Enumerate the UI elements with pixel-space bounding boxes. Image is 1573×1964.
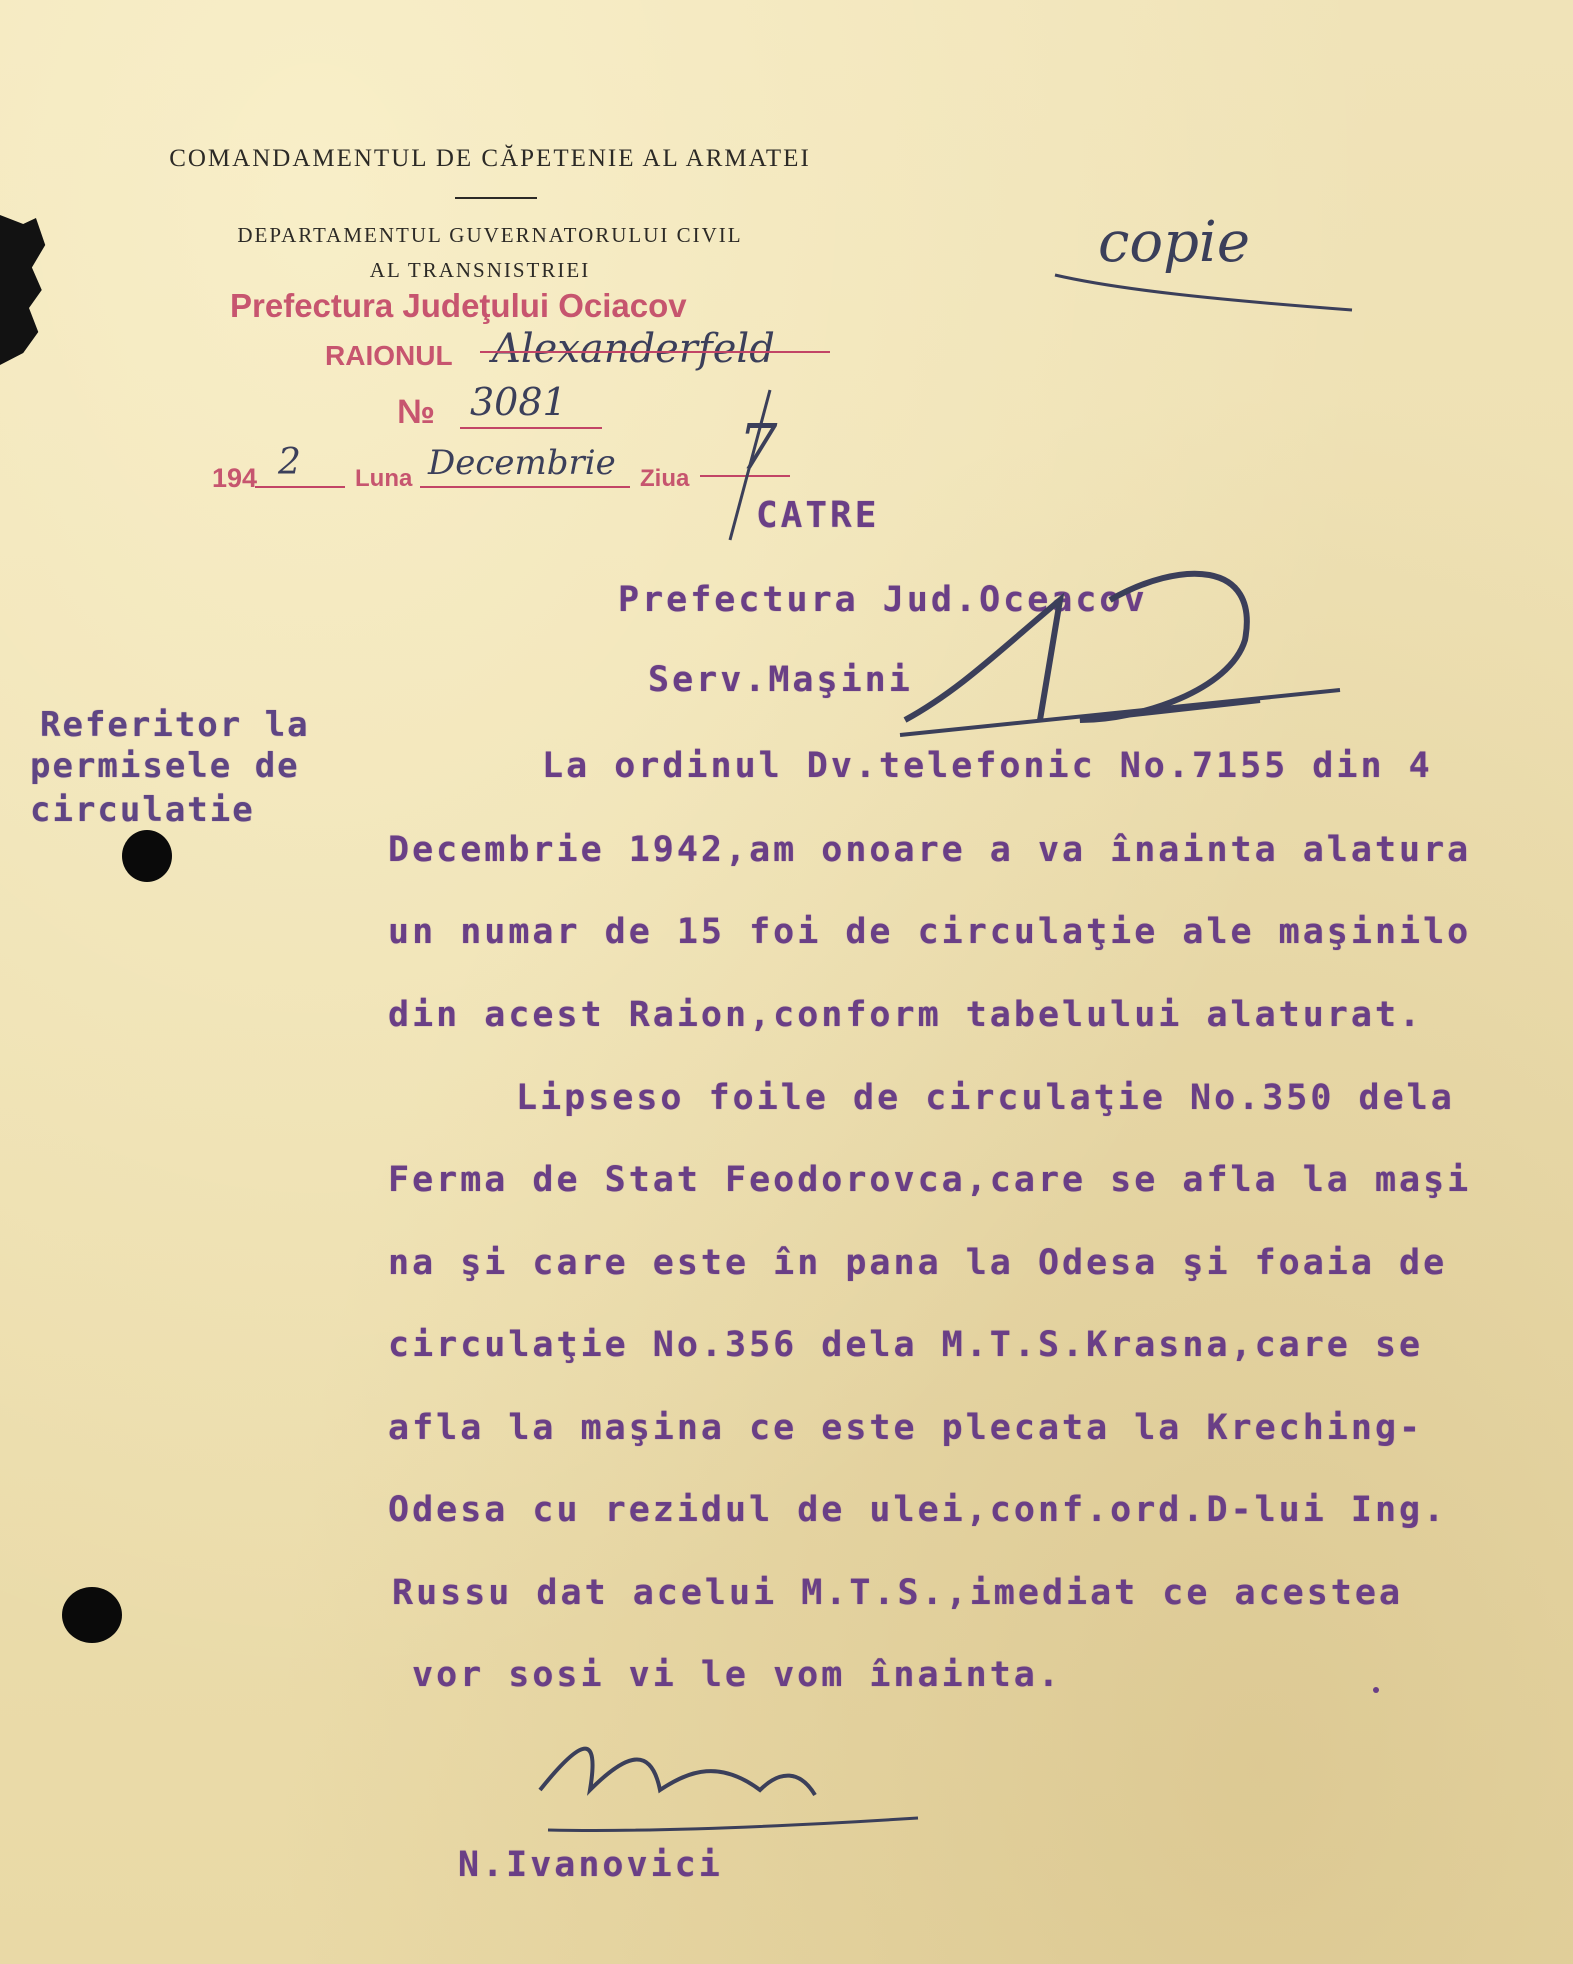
stamp-prefectura: Prefectura Judeţului Ociacov	[230, 287, 687, 324]
body-line: Decembrie 1942,am onoare a va înainta alatura	[388, 830, 1472, 870]
margin-note-line-3: circulatie	[30, 790, 255, 830]
stamp-year-prefix: 194	[212, 463, 258, 493]
body-line: vor sosi vi le vom înainta.	[412, 1655, 1062, 1695]
pencil-number-two	[1080, 574, 1260, 720]
signatory-name: N.Ivanovici	[458, 1845, 723, 1885]
catre-slash	[730, 390, 770, 540]
stamp-ziua-label: Ziua	[640, 465, 690, 492]
pencil-number-one	[905, 600, 1060, 720]
body-line: Odesa cu rezidul de ulei,conf.ord.D-lui Ing.	[388, 1490, 1448, 1530]
stamp-raion-label: RAIONUL	[325, 340, 453, 371]
body-line: Ferma de Stat Feodorovca,care se afla la maşi	[388, 1160, 1472, 1200]
copy-annotation: copie	[1098, 210, 1250, 275]
signature-underline	[548, 1818, 918, 1831]
year-digit: 2	[278, 442, 301, 483]
addressee-line-2: Serv.Maşini	[648, 660, 913, 700]
stamp-number-sign: №	[397, 393, 435, 431]
copy-underline	[1055, 275, 1352, 310]
pencil-strike	[900, 690, 1340, 735]
body-line: din acest Raion,conform tabelului alaturat.	[388, 995, 1424, 1035]
month-handwritten: Decembrie	[428, 443, 616, 483]
ink-speck	[1373, 1687, 1379, 1693]
body-line: Lipseso foile de circulaţie No.350 dela	[516, 1078, 1455, 1118]
stamp-luna-label: Luna	[355, 465, 413, 492]
letterhead-line-1: COMANDAMENTUL DE CĂPETENIE AL ARMATEI	[169, 145, 811, 172]
addressee-line-1: Prefectura Jud.Oceacov	[618, 580, 1148, 620]
signature-stroke	[540, 1749, 815, 1795]
body-line: un numar de 15 foi de circulaţie ale maşinilo	[388, 912, 1472, 952]
letterhead-line-2: DEPARTAMENTUL GUVERNATORULUI CIVIL	[237, 223, 743, 247]
margin-note-line-1: Referitor la	[40, 705, 310, 745]
body-line: La ordinul Dv.telefonic No.7155 din 4	[542, 746, 1433, 786]
body-line: afla la maşina ce este plecata la Kreching-	[388, 1408, 1424, 1448]
addressee-catre: CATRE	[756, 495, 880, 536]
body-line: na şi care este în pana la Odesa şi foaia de	[388, 1243, 1448, 1283]
raion-handwritten: Alexanderfeld	[492, 326, 775, 372]
registration-number: 3081	[470, 380, 567, 424]
body-line: Russu dat acelui M.T.S.,imediat ce acestea	[392, 1573, 1404, 1613]
day-handwritten: 7	[738, 410, 778, 483]
letterhead-line-3: AL TRANSNISTRIEI	[369, 258, 591, 282]
margin-note-line-2: permisele de	[30, 746, 300, 786]
body-line: circulaţie No.356 dela M.T.S.Krasna,care se	[388, 1325, 1424, 1365]
